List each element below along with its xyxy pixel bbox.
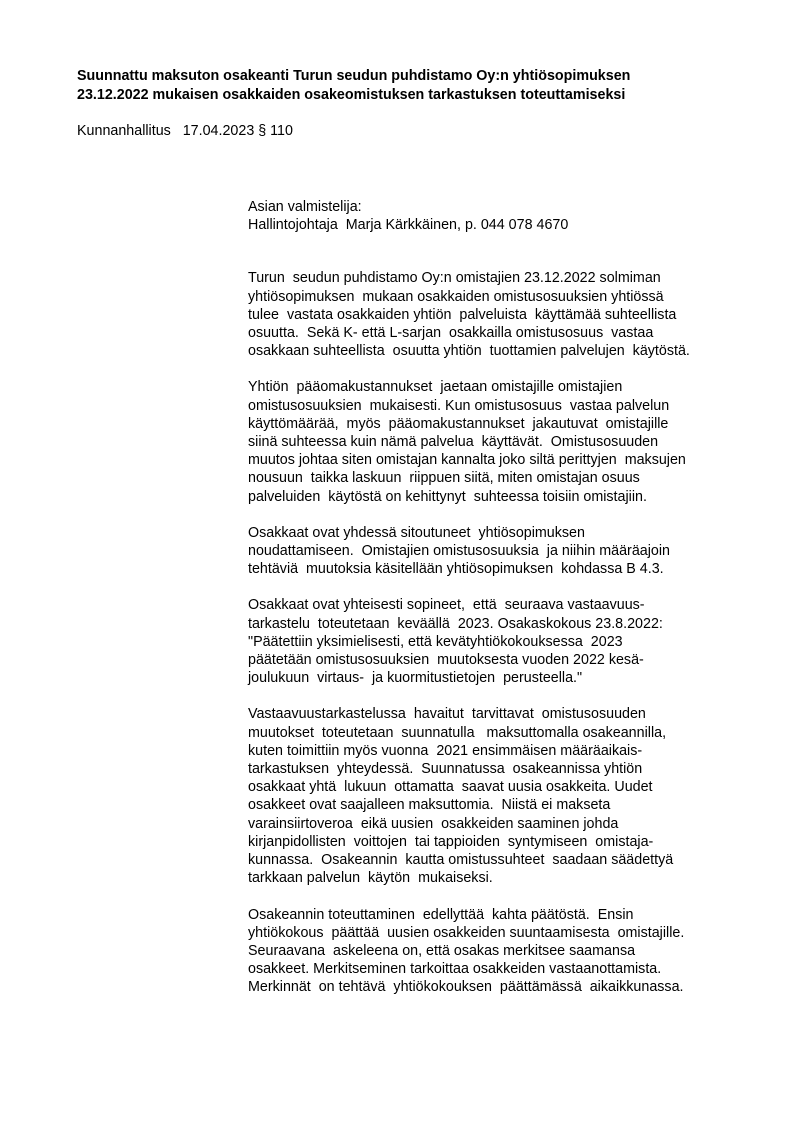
paragraph-line: tulee vastata osakkaiden yhtiön palveluista käyttämää suhteellista — [248, 306, 677, 323]
body-paragraphs — [248, 269, 748, 996]
paragraph-line: Seuraavana askeleena on, että osakas merkitsee saamansa — [248, 942, 636, 959]
body-paragraph — [248, 269, 748, 360]
paragraph-line: palveluiden käytöstä on kehittynyt suhteessa toisiin omistajiin. — [248, 488, 647, 505]
paragraph-line: muutokset toteutetaan suunnatulla maksuttomalla osakeannilla, — [248, 724, 667, 741]
document-title — [77, 67, 737, 105]
paragraph-line: joulukuun virtaus- ja kuormitustietojen perusteella." — [248, 670, 583, 687]
paragraph-line: yhtiökokous päättää uusien osakkeiden suuntaamisesta omistajille. — [248, 924, 685, 941]
paragraph-line: päätetään omistusosuuksien muutoksesta vuoden 2022 kesä- — [248, 652, 644, 669]
paragraph-line: muutos johtaa siten omistajan kannalta joko siltä perittyjen maksujen — [248, 452, 686, 469]
body-paragraph — [248, 705, 748, 887]
paragraph-line: Osakeannin toteuttaminen edellyttää kahta päätöstä. Ensin — [248, 906, 634, 923]
body-paragraph — [248, 524, 748, 579]
paragraph-line: osakkeet ovat saajalleen maksuttomia. Niistä ei makseta — [248, 797, 611, 814]
paragraph-line: kirjanpidollisten voittojen tai tappioiden syntymiseen omistaja- — [248, 833, 654, 850]
paragraph-line: osakkaan suhteellista osuutta yhtiön tuottamien palvelujen käytöstä. — [248, 343, 690, 360]
paragraph-line: Merkinnät on tehtävä yhtiökokouksen päättämässä aikaikkunassa. — [248, 979, 684, 996]
document-body — [248, 198, 748, 997]
paragraph-line: varainsiirtoveroa eikä uusien osakkeiden saaminen johda — [248, 815, 619, 832]
body-paragraph — [248, 596, 748, 687]
paragraph-line: osakkaat yhtä lukuun ottamatta saavat uusia osakkeita. Uudet — [248, 779, 653, 796]
paragraph-line: Yhtiön pääomakustannukset jaetaan omistajille omistajien — [248, 379, 623, 396]
paragraph-line: käyttömäärää, myös pääomakustannukset jakautuvat omistajille — [248, 415, 669, 432]
body-paragraph — [248, 906, 748, 997]
title-line-1: Suunnattu maksuton osakeanti Turun seudun puhdistamo Oy:n yhtiösopimuksen — [77, 68, 631, 84]
paragraph-line: yhtiösopimuksen mukaan osakkaiden omistusosuuksien yhtiössä — [248, 288, 664, 305]
paragraph-line: tarkastuksen yhteydessä. Suunnatussa osakeannissa yhtiön — [248, 761, 643, 778]
paragraph-line: kuten toimittiin myös vuonna 2021 ensimmäisen määräaikais- — [248, 742, 643, 759]
body-paragraph — [248, 378, 748, 505]
paragraph-line: kunnassa. Osakeannin kautta omistussuhteet saadaan säädettyä — [248, 852, 674, 869]
paragraph-line: noudattamiseen. Omistajien omistusosuuksia ja niihin määräajoin — [248, 543, 670, 560]
paragraph-line: Vastaavuustarkastelussa havaitut tarvittavat omistusosuuden — [248, 706, 646, 723]
preparer-label: Asian valmistelija: — [248, 199, 362, 215]
paragraph-line: Osakkaat ovat yhdessä sitoutuneet yhtiösopimuksen — [248, 524, 585, 541]
meeting-reference: Kunnanhallitus 17.04.2023 § 110 — [77, 123, 293, 139]
preparer-name: Hallintojohtaja Marja Kärkkäinen, p. 044 078 4670 — [248, 217, 569, 234]
paragraph-line: "Päätettiin yksimielisesti, että kevätyhtiökokouksessa 2023 — [248, 633, 623, 650]
paragraph-line: Osakkaat ovat yhteisesti sopineet, että seuraava vastaavuus- — [248, 597, 645, 614]
paragraph-line: Turun seudun puhdistamo Oy:n omistajien 23.12.2022 solmiman — [248, 270, 661, 287]
paragraph-line: tehtäviä muutoksia käsitellään yhtiösopimuksen kohdassa B 4.3. — [248, 561, 664, 578]
paragraph-line: tarkkaan palvelun käytön mukaiseksi. — [248, 870, 493, 887]
title-line-2: 23.12.2022 mukaisen osakkaiden osakeomistuksen tarkastuksen toteuttamiseksi — [77, 87, 626, 103]
paragraph-line: tarkastelu toteutetaan keväällä 2023. Osakaskokous 23.8.2022: — [248, 615, 663, 632]
paragraph-line: osuutta. Sekä K- että L-sarjan osakkailla omistusosuus vastaa — [248, 325, 654, 342]
paragraph-line: siinä suhteessa kuin nämä palvelua käyttävät. Omistusosuuden — [248, 434, 659, 451]
paragraph-line: omistusosuuksien mukaisesti. Kun omistusosuus vastaa palvelun — [248, 397, 670, 414]
paragraph-line: nousuun taikka laskuun riippuen siitä, miten omistajan osuus — [248, 470, 640, 487]
paragraph-line: osakkeet. Merkitseminen tarkoittaa osakkeiden vastaanottamista. — [248, 961, 662, 978]
